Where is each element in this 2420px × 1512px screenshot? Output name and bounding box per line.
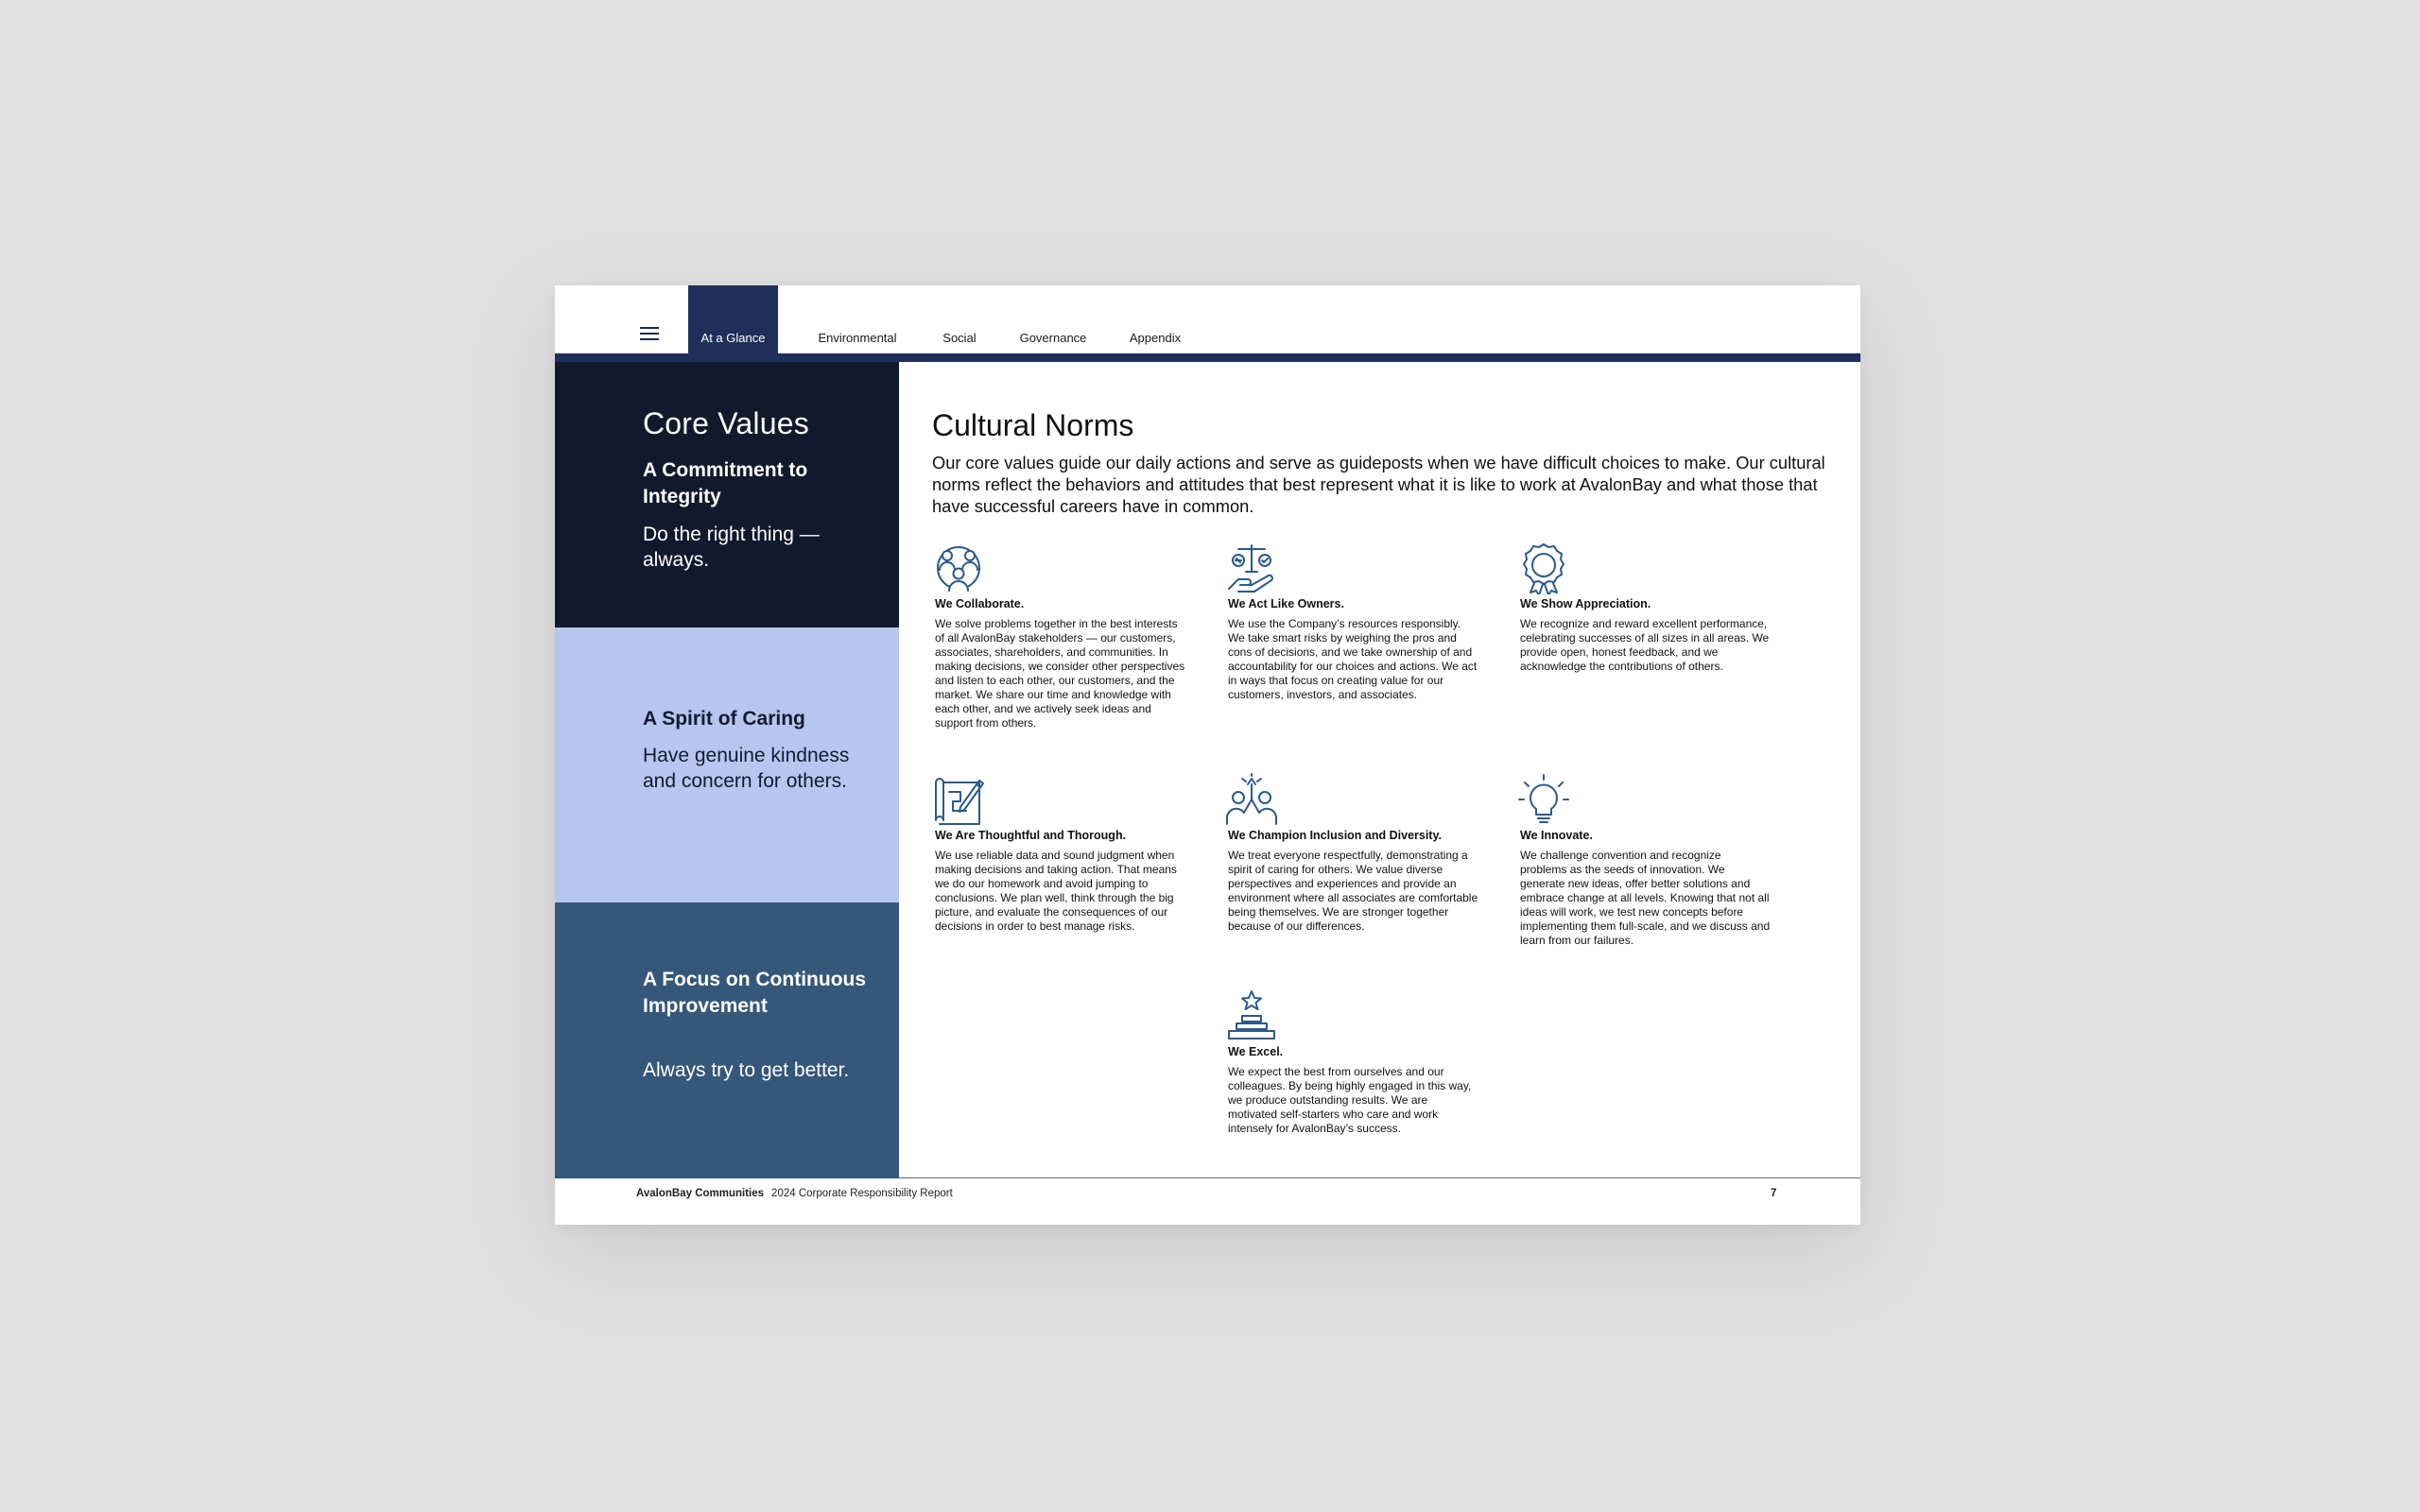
- nav-divider: [555, 353, 1860, 362]
- star-podium-icon: [1225, 989, 1480, 1042]
- improvement-panel: [555, 902, 899, 1178]
- scales-in-hand-icon: [1225, 541, 1480, 594]
- core-values-column: [555, 362, 899, 1178]
- footer: [636, 1188, 953, 1199]
- lightbulb-icon: [1517, 773, 1772, 826]
- blueprint-pencil-icon: [932, 773, 1187, 826]
- norm-title: We Champion Inclusion and Diversity.: [1228, 829, 1442, 842]
- top-nav: [555, 285, 1860, 353]
- norm-title: We Innovate.: [1520, 829, 1593, 842]
- norm-title: We Excel.: [1228, 1045, 1284, 1058]
- norm-title: We Act Like Owners.: [1228, 597, 1344, 610]
- high-five-icon: [1225, 773, 1480, 826]
- improvement-subtext: Always try to get better.: [643, 1059, 850, 1081]
- improvement-heading: A Focus on Continuous Improvement: [643, 969, 867, 1017]
- norm-title: We Are Thoughtful and Thorough.: [935, 829, 1127, 842]
- tab-social[interactable]: Social: [942, 331, 977, 345]
- tab-environmental[interactable]: Environmental: [818, 331, 897, 345]
- hamburger-menu-icon[interactable]: [640, 327, 659, 340]
- integrity-heading: A Commitment to Integrity: [643, 459, 808, 507]
- norm-description: We treat everyone respectfully, demonstrating a spirit of caring for others. We value diverse perspectives and experiences and provide an environment where all associates are comfortable being themselves. We are stronger together because of our differences.: [1228, 849, 1478, 933]
- footer-report-title: 2024 Corporate Responsibility Report: [771, 1188, 953, 1199]
- norm-description: We solve problems together in the best interests of all AvalonBay stakeholders — our customers, associates, shareholders, and communities. In making decisions, we consider other perspectives and listen to each other, our customers, and the market. We share our time and knowledge with each other, and we actively seek ideas and support from others.: [935, 617, 1185, 730]
- norm-description: We challenge convention and recognize problems as the seeds of innovation. We generate new ideas, offer better solutions and embrace change at all levels. Knowing that not all ideas will work, we test new concepts before implementing them full-scale, and we discuss and learn from our failures.: [1520, 849, 1771, 947]
- page-title: Cultural Norms: [932, 408, 1134, 442]
- norm-description: We use reliable data and sound judgment when making decisions and taking action. That means we do our homework and avoid jumping to conclusions. We plan well, think through the big picture, and evaluate the consequences of our decisions in order to best manage risks.: [935, 849, 1177, 933]
- norm-show-appreciation: [1517, 541, 1772, 673]
- caring-panel: [555, 627, 899, 902]
- norm-description: We use the Company’s resources responsibly. We take smart risks by weighing the pros and cons of decisions, and we take ownership of and accountability for our choices and actions. We act in ways that focus on creating value for our customers, investors, and associates.: [1228, 617, 1478, 701]
- norm-excel: [1225, 989, 1480, 1135]
- people-group-icon: [932, 541, 1187, 594]
- award-ribbon-icon: [1517, 541, 1772, 594]
- norm-description: We expect the best from ourselves and our colleagues. By being highly engaged in this way, we produce outstanding results. We are motivated self-starters who care and work intensely for AvalonBay’s success.: [1228, 1065, 1472, 1135]
- norm-thoughtful-thorough: [932, 773, 1187, 933]
- tab-appendix[interactable]: Appendix: [1129, 331, 1182, 345]
- norm-description: We recognize and reward excellent performance, celebrating successes of all sizes in all areas. We provide open, honest feedback, and we acknowledge the contributions of others.: [1520, 617, 1770, 673]
- integrity-subtext: Do the right thing — always.: [643, 524, 820, 571]
- tab-governance[interactable]: Governance: [1019, 331, 1087, 345]
- report-page: [555, 285, 1860, 1225]
- page-number: 7: [1771, 1188, 1777, 1199]
- norm-innovate: [1517, 773, 1772, 947]
- footer-company: AvalonBay Communities: [636, 1188, 765, 1199]
- norm-title: We Collaborate.: [935, 597, 1025, 610]
- norm-collaborate: [932, 541, 1187, 730]
- norm-inclusion-diversity: [1225, 773, 1480, 933]
- tab-at-a-glance[interactable]: At a Glance: [688, 285, 778, 353]
- norm-act-like-owners: [1225, 541, 1480, 701]
- norm-title: We Show Appreciation.: [1520, 597, 1651, 610]
- core-values-title: Core Values: [643, 406, 809, 440]
- caring-subtext: Have genuine kindness and concern for others.: [643, 745, 850, 792]
- intro-paragraph: Our core values guide our daily actions and serve as guideposts when we have difficult choices to make. Our cultural norms reflect the behaviors and attitudes that best represent what it is like to work at AvalonBay and what those that have successful careers have in common.: [932, 453, 1825, 516]
- integrity-panel: [555, 362, 899, 627]
- footer-divider: [899, 1177, 1860, 1178]
- caring-heading: A Spirit of Caring: [643, 708, 805, 730]
